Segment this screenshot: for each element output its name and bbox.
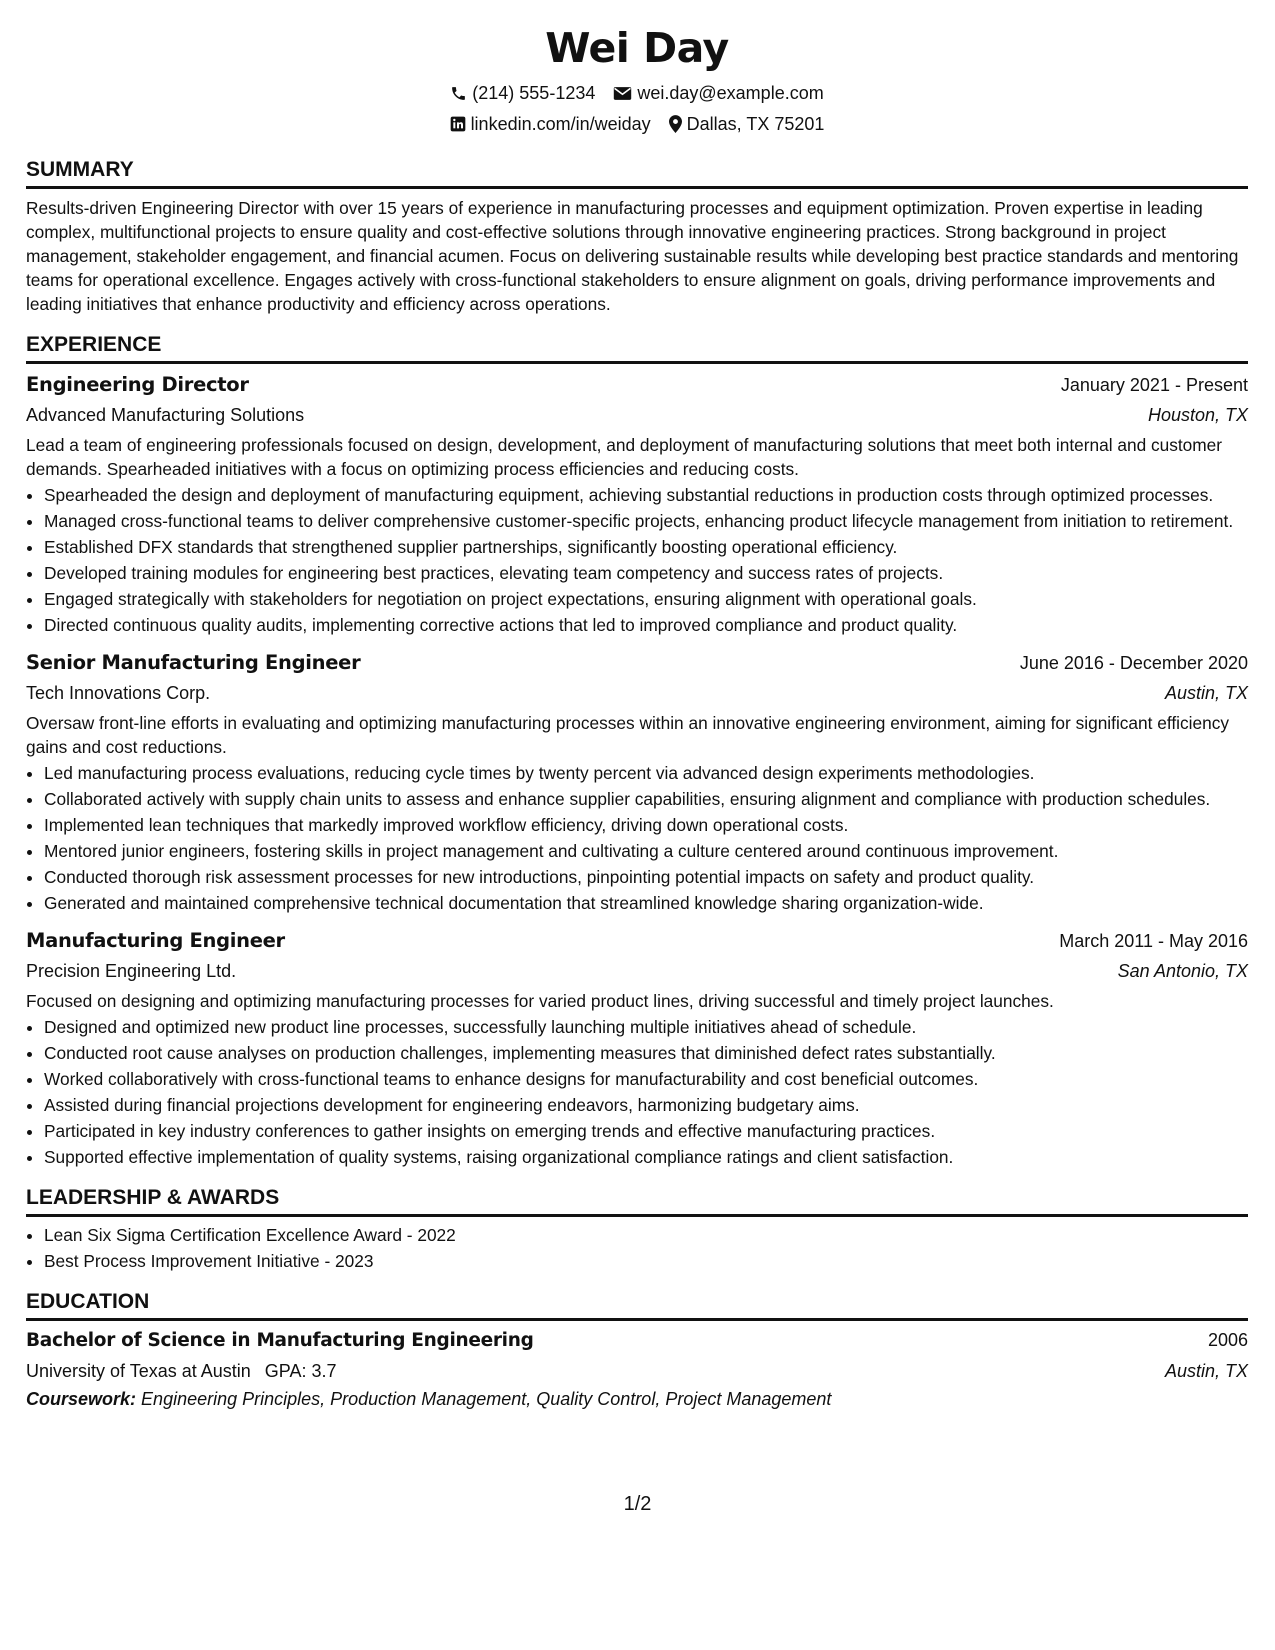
job-entry (26, 649, 1248, 915)
experience-section (26, 332, 1248, 1169)
job-bullet: • Managed cross-functional teams to deliver comprehensive customer-specific projects, enhancing product lifecycle management from initiation to retirement. (44, 509, 1248, 533)
job-bullet: • Mentored junior engineers, fostering skills in project management and cultivating a culture centered around continuous improvement. (44, 839, 1248, 863)
award-item: • Best Process Improvement Initiative - 2023 (44, 1249, 1248, 1273)
job-entry (26, 371, 1248, 637)
education-section (26, 1289, 1248, 1413)
job-bullet: • Implemented lean techniques that markedly improved workflow efficiency, driving down operational costs. (44, 813, 1248, 837)
phone-icon (450, 85, 467, 102)
degree-name: Bachelor of Science in Manufacturing Engineering (26, 1330, 534, 1351)
page-number: 1/2 (623, 1493, 652, 1515)
resume-header (26, 20, 1248, 135)
school-name: University of Texas at Austin (26, 1361, 251, 1381)
awards-section (26, 1185, 1248, 1273)
coursework-line (26, 1385, 1248, 1413)
company-name: Tech Innovations Corp. (26, 683, 211, 703)
job-dates: June 2016 - December 2020 (1019, 653, 1248, 673)
job-header (26, 371, 1248, 399)
job-bullet: • Conducted thorough risk assessment processes for new introductions, pinpointing potential impacts on safety and product quality. (44, 865, 1248, 889)
graduation-year: 2006 (1207, 1330, 1248, 1350)
job-bullet: • Supported effective implementation of quality systems, raising organizational compliance ratings and client satisfaction. (44, 1145, 1248, 1169)
phone-contact (450, 82, 595, 104)
contact-row-2 (26, 113, 1248, 135)
company-name: Precision Engineering Ltd. (26, 961, 237, 981)
job-title: Manufacturing Engineer (26, 929, 285, 952)
awards-list (26, 1223, 1248, 1273)
job-location: Austin, TX (1164, 683, 1248, 703)
job-title: Engineering Director (26, 373, 249, 396)
job-bullet: • Generated and maintained comprehensive technical documentation that streamlined knowledge sharing organization-wide. (44, 891, 1248, 915)
linkedin-contact[interactable] (450, 113, 651, 135)
job-location: San Antonio, TX (1117, 961, 1248, 981)
summary-section (26, 157, 1248, 316)
job-bullet: • Led manufacturing process evaluations, reducing cycle times by twenty percent via advanced design experiments methodologies. (44, 761, 1248, 785)
job-bullet: • Worked collaboratively with cross-functional teams to enhance designs for manufacturability and cost beneficial outcomes. (44, 1067, 1248, 1091)
job-description: Focused on designing and optimizing manufacturing processes for varied product lines, driving successful and timely project launches. (26, 991, 1054, 1011)
job-bullet: • Participated in key industry conferences to gather insights on emerging trends and effective manufacturing practices. (44, 1119, 1248, 1143)
job-bullets (26, 1015, 1248, 1169)
job-bullet: • Collaborated actively with supply chain units to assess and enhance supplier capabilities, ensuring alignment and compliance with production schedules. (44, 787, 1248, 811)
summary-heading: SUMMARY (26, 157, 1248, 189)
school-line (26, 1357, 336, 1385)
linkedin-icon (450, 116, 466, 132)
candidate-name: Wei Day (545, 24, 729, 72)
email-contact[interactable] (613, 82, 823, 104)
job-bullet: • Spearheaded the design and deployment of manufacturing equipment, achieving substantial reductions in production costs through optimized processes. (44, 483, 1248, 507)
job-description: Oversaw front-line efforts in evaluating and optimizing manufacturing processes within an innovative engineering environment, aiming for significant efficiency gains and cost reductions. (26, 713, 1229, 757)
experience-heading: EXPERIENCE (26, 332, 1248, 364)
envelope-icon (613, 86, 632, 101)
job-description: Lead a team of engineering professionals focused on design, development, and deployment of manufacturing solutions that meet both internal and customer demands. Spearheaded initiatives with a focus on optimizing process efficiencies and reducing costs. (26, 435, 1223, 479)
awards-heading: LEADERSHIP & AWARDS (26, 1185, 1248, 1217)
job-bullets (26, 761, 1248, 915)
job-header (26, 649, 1248, 677)
award-item: • Lean Six Sigma Certification Excellence Award - 2022 (44, 1223, 1248, 1247)
education-header (26, 1326, 1248, 1355)
company-name: Advanced Manufacturing Solutions (26, 405, 305, 425)
job-bullet: • Directed continuous quality audits, implementing corrective actions that led to improved compliance and product quality. (44, 613, 1248, 637)
job-bullets (26, 483, 1248, 637)
resume-page (26, 20, 1248, 1413)
job-bullet: • Engaged strategically with stakeholders for negotiation on project expectations, ensuring alignment with operational goals. (44, 587, 1248, 611)
job-entry (26, 927, 1248, 1169)
map-pin-icon (669, 115, 682, 133)
job-subheader (26, 957, 1248, 985)
job-bullet: • Assisted during financial projections development for engineering endeavors, harmonizing budgetary aims. (44, 1093, 1248, 1117)
job-subheader (26, 401, 1248, 429)
coursework-text: Engineering Principles, Production Management, Quality Control, Project Management (141, 1389, 832, 1409)
job-title: Senior Manufacturing Engineer (26, 651, 361, 674)
gpa: GPA: 3.7 (264, 1361, 337, 1381)
job-bullet: • Designed and optimized new product line processes, successfully launching multiple initiatives ahead of schedule. (44, 1015, 1248, 1039)
job-location: Houston, TX (1147, 405, 1248, 425)
job-header (26, 927, 1248, 955)
job-bullet: • Established DFX standards that strengthened supplier partnerships, significantly boosting operational efficiency. (44, 535, 1248, 559)
job-dates: March 2011 - May 2016 (1059, 931, 1248, 951)
contact-row-1 (26, 82, 1248, 104)
job-bullet: • Developed training modules for engineering best practices, elevating team competency and success rates of projects. (44, 561, 1248, 585)
email-text[interactable]: wei.day@example.com (637, 83, 824, 103)
location-contact (669, 113, 825, 135)
school-location: Austin, TX (1164, 1361, 1248, 1381)
phone-text: (214) 555-1234 (472, 83, 596, 103)
education-subheader (26, 1357, 1248, 1385)
coursework-label: Coursework: (26, 1389, 137, 1409)
job-dates: January 2021 - Present (1060, 375, 1248, 395)
location-text: Dallas, TX 75201 (686, 114, 825, 134)
education-heading: EDUCATION (26, 1289, 1248, 1321)
summary-text: Results-driven Engineering Director with over 15 years of experience in manufacturing processes and equipment optimization. Proven expertise in leading complex, multifunctional projects to ensure quality and cost-effective solutions through innovative engineering practices. Strong background in project management, stakeholder engagement, and financial acumen. Focus on delivering sustainable results while developing best practice standards and mentoring teams for operational excellence. Engages actively with cross-functional stakeholders to ensure alignment on goals, driving performance improvements and leading initiatives that enhance productivity and efficiency across operations. (26, 198, 1239, 314)
job-bullet: • Conducted root cause analyses on production challenges, implementing measures that diminished defect rates substantially. (44, 1041, 1248, 1065)
job-subheader (26, 679, 1248, 707)
linkedin-text[interactable]: linkedin.com/in/weiday (470, 114, 651, 134)
